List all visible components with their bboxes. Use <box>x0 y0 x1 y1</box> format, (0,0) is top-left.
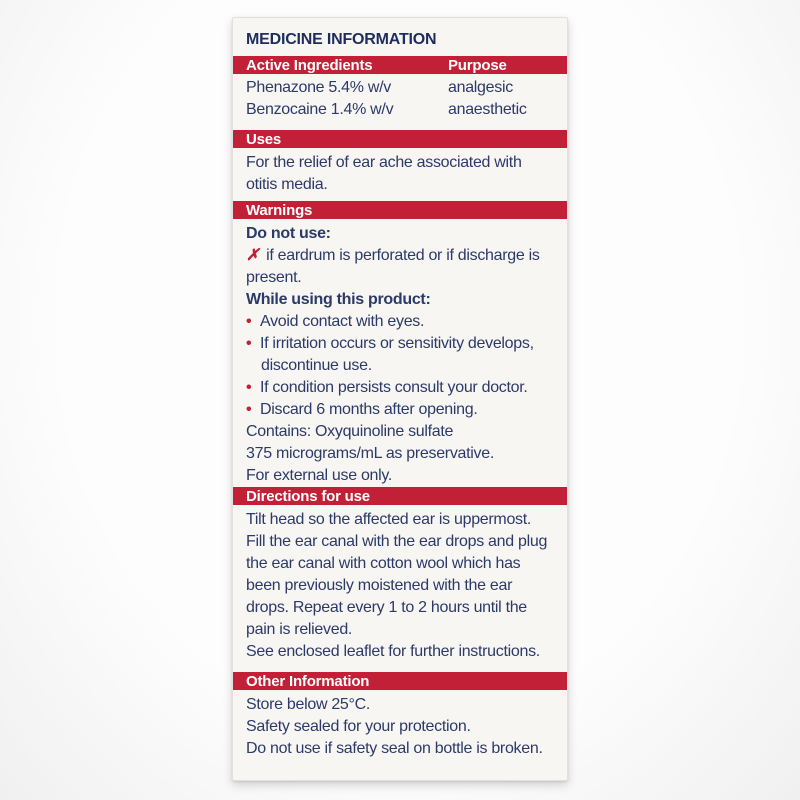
bullet-icon: • <box>246 335 252 352</box>
ingredient-row <box>233 99 567 121</box>
preservative-line: 375 micrograms/mL as preservative. <box>246 445 494 462</box>
other-information-section <box>233 694 567 760</box>
medicine-info-panel <box>232 17 568 781</box>
storage-line: Store below 25°C. <box>246 696 371 713</box>
directions-text-line: the ear canal with cotton wool which has <box>246 555 521 572</box>
section-bar-active-ingredients <box>233 56 567 74</box>
bullet-text: Discard 6 months after opening. <box>260 401 478 418</box>
directions-text-line: been previously moistened with the ear <box>246 577 513 594</box>
uses-text-line: otitis media. <box>246 176 328 193</box>
contains-line: Contains: Oxyquinoline sulfate <box>246 423 454 440</box>
ingredient-purpose: anaesthetic <box>448 101 527 118</box>
directions-text-line: Tilt head so the affected ear is uppermost. <box>246 511 532 528</box>
warning-text: if eardrum is perforated or if discharge is <box>266 247 540 264</box>
external-use-line: For external use only. <box>246 467 393 484</box>
directions-text-line: pain is relieved. <box>246 621 353 638</box>
directions-section <box>233 509 567 663</box>
bullet-text: If irritation occurs or sensitivity develops, <box>260 335 534 352</box>
uses-text-line: For the relief of ear ache associated with <box>246 154 522 171</box>
cross-icon: ✗ <box>246 247 260 264</box>
broken-seal-line: Do not use if safety seal on bottle is broken. <box>246 740 543 757</box>
active-ingredients-heading: Active Ingredients <box>246 56 373 74</box>
bullet-icon: • <box>246 379 252 396</box>
warning-bullet-item <box>233 333 567 355</box>
warning-bullet-item <box>233 377 567 399</box>
directions-text-line: See enclosed leaflet for further instructions. <box>246 643 540 660</box>
panel-title: MEDICINE INFORMATION <box>246 31 437 48</box>
warnings-section <box>233 223 567 487</box>
while-using-label: While using this product: <box>246 291 431 308</box>
ingredients-table <box>233 77 567 121</box>
bullet-text: If condition persists consult your doctor. <box>260 379 528 396</box>
section-bar-directions: Directions for use <box>233 487 567 505</box>
bullet-icon: • <box>246 401 252 418</box>
ingredient-name: Phenazone 5.4% w/v <box>246 79 391 96</box>
warning-bullet-item <box>233 399 567 421</box>
ingredient-name: Benzocaine 1.4% w/v <box>246 101 394 118</box>
directions-text-line: drops. Repeat every 1 to 2 hours until the <box>246 599 527 616</box>
warning-bullet-item <box>233 311 567 333</box>
ingredient-purpose: analgesic <box>448 79 513 96</box>
warning-text-line: present. <box>246 269 302 286</box>
section-bar-other-information: Other Information <box>233 672 567 690</box>
section-bar-warnings: Warnings <box>233 201 567 219</box>
bullet-icon: • <box>246 313 252 330</box>
ingredient-row <box>233 77 567 99</box>
directions-text-line: Fill the ear canal with the ear drops and plug <box>246 533 548 550</box>
warning-cross-line <box>233 245 567 267</box>
bullet-continuation-line: discontinue use. <box>261 357 372 374</box>
purpose-heading: Purpose <box>448 56 507 74</box>
section-bar-uses: Uses <box>233 130 567 148</box>
bullet-text: Avoid contact with eyes. <box>260 313 425 330</box>
do-not-use-label: Do not use: <box>246 225 331 242</box>
safety-seal-line: Safety sealed for your protection. <box>246 718 471 735</box>
uses-section <box>233 152 567 196</box>
